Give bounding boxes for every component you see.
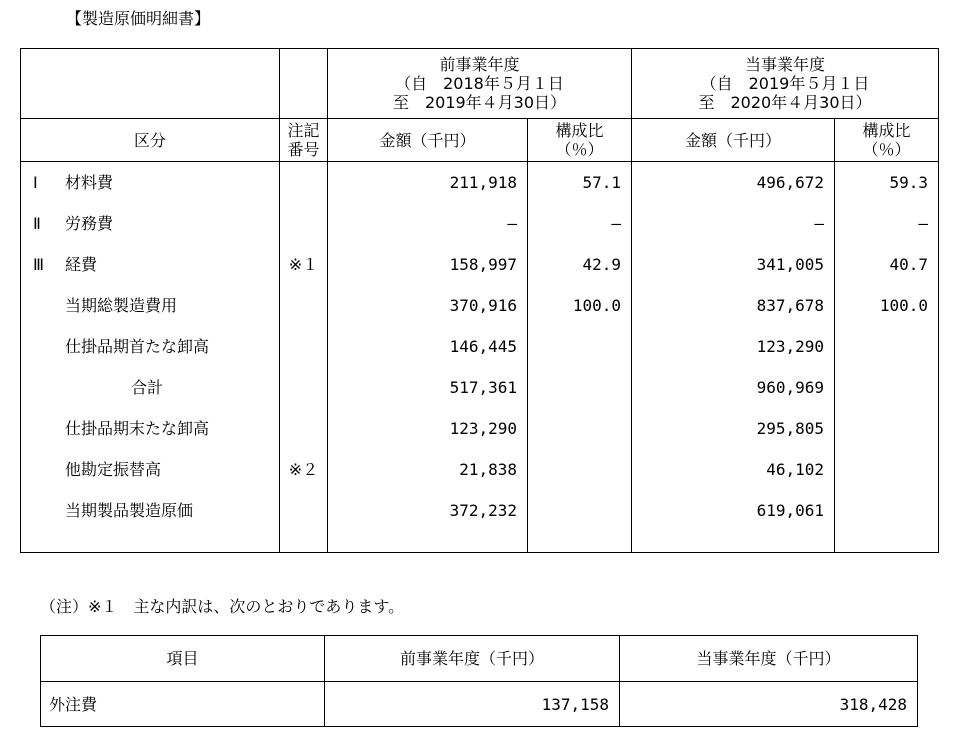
prev-amount: 372,232 — [328, 490, 528, 531]
header-blank — [21, 49, 280, 119]
prev-amount: ― — [328, 203, 528, 244]
prev-amount-header: 金額（千円） — [328, 119, 528, 162]
curr-amount: ― — [632, 203, 835, 244]
curr-amount: 46,102 — [632, 449, 835, 490]
curr-amount: 295,805 — [632, 408, 835, 449]
roman-numeral: Ⅱ — [33, 214, 41, 233]
prev-amount: 146,445 — [328, 326, 528, 367]
curr-period-header: 当事業年度 （自 2019年５月１日 至 2020年４月30日） — [632, 49, 939, 119]
curr-ratio: ― — [835, 203, 939, 244]
curr-amount: 837,678 — [632, 285, 835, 326]
table-row — [21, 326, 939, 367]
curr-amount: 619,061 — [632, 490, 835, 531]
table-row — [21, 367, 939, 408]
note-ref: ※１ — [280, 244, 328, 285]
note-no-header: 注記 番号 — [280, 119, 328, 162]
curr-ratio: 100.0 — [835, 285, 939, 326]
note-ref: ※２ — [280, 449, 328, 490]
table-row — [21, 449, 939, 490]
document-title: 【製造原価明細書】 — [66, 9, 211, 28]
row-label: 他勘定振替高 — [21, 449, 280, 490]
table-row — [21, 244, 939, 285]
breakdown-table — [40, 635, 918, 727]
row-label: 仕掛品期末たな卸高 — [21, 408, 280, 449]
manufacturing-cost-table — [20, 48, 939, 553]
prev-amount: 370,916 — [328, 285, 528, 326]
table-row — [21, 490, 939, 531]
prev-ratio: ― — [528, 203, 632, 244]
curr-ratio: 40.7 — [835, 244, 939, 285]
prev-ratio-header: 構成比 （％） — [528, 119, 632, 162]
prev-ratio: 57.1 — [528, 162, 632, 204]
table-row — [21, 408, 939, 449]
prev-year-header: 前事業年度（千円） — [325, 636, 620, 682]
row-label: 当期総製造費用 — [21, 285, 280, 326]
curr-ratio: 59.3 — [835, 162, 939, 204]
row-label: 材料費 — [65, 173, 114, 192]
row-label: 仕掛品期首たな卸高 — [21, 326, 280, 367]
table-row — [21, 285, 939, 326]
curr-year-header: 当事業年度（千円） — [620, 636, 918, 682]
header-blank-note — [280, 49, 328, 119]
prev-amount: 21,838 — [328, 449, 528, 490]
table-row-blank — [21, 531, 939, 553]
curr-amount: 341,005 — [632, 244, 835, 285]
item-header: 項目 — [41, 636, 325, 682]
prev-amount: 517,361 — [328, 367, 528, 408]
table-row — [21, 162, 939, 204]
footnote-text: （注）※１ 主な内訳は、次のとおりであります。 — [40, 597, 405, 616]
row-label: 合計 — [21, 367, 280, 408]
prev-amount: 158,997 — [328, 244, 528, 285]
curr-amount: 960,969 — [632, 367, 835, 408]
curr-amount: 123,290 — [632, 326, 835, 367]
prev-value: 137,158 — [325, 682, 620, 727]
item-name: 外注費 — [41, 682, 325, 727]
table-row — [41, 682, 918, 727]
prev-ratio: 100.0 — [528, 285, 632, 326]
prev-amount: 123,290 — [328, 408, 528, 449]
row-label: 当期製品製造原価 — [21, 490, 280, 531]
row-label: 労務費 — [65, 214, 114, 233]
prev-amount: 211,918 — [328, 162, 528, 204]
curr-value: 318,428 — [620, 682, 918, 727]
roman-numeral: Ⅲ — [33, 255, 45, 274]
category-header: 区分 — [21, 119, 280, 162]
curr-amount: 496,672 — [632, 162, 835, 204]
curr-ratio-header: 構成比 （％） — [835, 119, 939, 162]
row-label: 経費 — [65, 255, 98, 274]
table-row — [21, 203, 939, 244]
prev-period-header: 前事業年度 （自 2018年５月１日 至 2019年４月30日） — [328, 49, 632, 119]
roman-numeral: Ⅰ — [33, 173, 38, 192]
curr-amount-header: 金額（千円） — [632, 119, 835, 162]
prev-ratio: 42.9 — [528, 244, 632, 285]
